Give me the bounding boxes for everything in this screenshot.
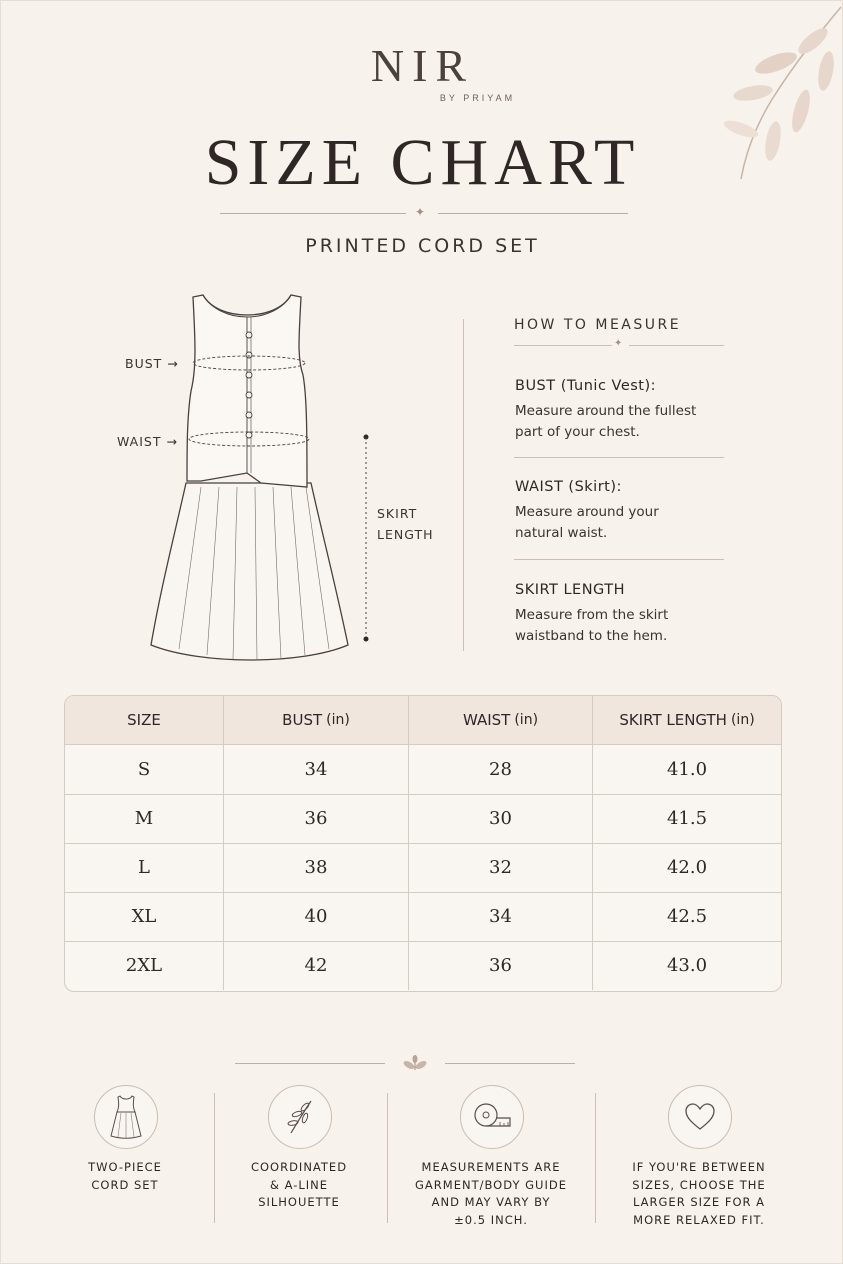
diamond-ornament-icon: ✦ [415, 205, 426, 219]
title-divider-right [438, 213, 628, 214]
size-cell: S [137, 759, 151, 780]
column-header-bust [223, 696, 408, 744]
measure-rule-right [629, 345, 724, 346]
table-row [65, 843, 781, 893]
measure-item-divider [514, 559, 724, 560]
feature-line: GARMENT/BODY GUIDE [415, 1177, 567, 1192]
waist-cell: 34 [408, 892, 592, 941]
feature-line: LARGER SIZE FOR A [632, 1195, 766, 1209]
waist-cell: 28 [408, 745, 592, 794]
skirt-length-diagram-label [377, 503, 434, 545]
waist-diagram-label [117, 434, 178, 449]
skirt-desc-line1: Measure from the skirt [515, 607, 669, 623]
bust-cell: 42 [223, 941, 408, 990]
feature-measurement-note [406, 1159, 576, 1229]
waist-desc-line1: Measure around your [515, 504, 659, 520]
feature-icon-badge [268, 1085, 332, 1149]
bust-desc-line1: Measure around the fullest [515, 403, 697, 419]
size-cell: 2XL [125, 955, 163, 976]
table-row [65, 745, 781, 795]
feature-coordinated [214, 1159, 384, 1212]
waist-cell: 30 [408, 794, 592, 843]
feature-line: TWO-PIECE [88, 1160, 162, 1174]
feature-line: CORD SET [91, 1177, 159, 1192]
feature-divider [595, 1093, 596, 1223]
measure-skirt-description [515, 605, 745, 647]
feature-icon-badge [668, 1085, 732, 1149]
header-label: WAIST [462, 711, 511, 729]
feature-line: COORDINATED [250, 1160, 348, 1174]
measuring-tape-icon [472, 1100, 512, 1134]
bust-diagram-label [125, 356, 179, 371]
column-header-skirt-length [592, 696, 781, 744]
skirt-length-cell: 41.0 [592, 745, 781, 794]
waist-cell: 36 [408, 941, 592, 990]
header-unit: (in) [326, 712, 350, 728]
column-header-waist [408, 696, 592, 744]
waist-qualifier: (Skirt): [568, 479, 622, 495]
measure-waist-heading [515, 479, 622, 495]
table-row [65, 794, 781, 844]
feature-icon-badge [94, 1085, 158, 1149]
waist-heading-text: WAIST [515, 479, 564, 495]
header-label: SIZE [127, 711, 161, 729]
feature-line: & A-LINE [269, 1177, 329, 1192]
product-subtitle: PRINTED CORD SET [305, 235, 540, 257]
diamond-ornament-icon: ✦ [614, 338, 623, 349]
column-header-size [65, 696, 223, 744]
skirt-length-cell: 42.0 [592, 843, 781, 892]
page-title: SIZE CHART [204, 126, 641, 199]
bust-qualifier: (Tunic Vest): [560, 378, 657, 394]
table-row [65, 941, 781, 990]
waist-cell: 32 [408, 843, 592, 892]
skirt-desc-line2: waistband to the hem. [515, 628, 668, 644]
feature-line: AND MAY VARY BY [431, 1195, 551, 1209]
bust-heading-text: BUST [515, 378, 556, 394]
measure-item-divider [514, 457, 724, 458]
skirt-label-line2: LENGTH [377, 527, 434, 542]
leaf-icon [283, 1097, 317, 1137]
measure-waist-description [515, 502, 745, 544]
size-cell: L [138, 857, 150, 878]
header-unit: (in) [730, 712, 755, 728]
how-to-measure-title: HOW TO MEASURE [514, 317, 682, 333]
skirt-length-cell: 42.5 [592, 892, 781, 941]
title-divider-left [220, 213, 406, 214]
skirt-length-cell: 43.0 [592, 941, 781, 990]
feature-fit-advice [614, 1159, 784, 1229]
bust-cell: 38 [223, 843, 408, 892]
feature-two-piece [40, 1159, 210, 1194]
section-divider [463, 319, 464, 651]
feature-divider [387, 1093, 388, 1223]
brand-logo: NIR [370, 40, 475, 91]
feature-line: MORE RELAXED FIT. [633, 1212, 765, 1227]
footer-divider-left [235, 1063, 385, 1064]
garment-diagram [141, 287, 371, 667]
bust-desc-line2: part of your chest. [515, 424, 640, 440]
size-cell: XL [131, 906, 157, 927]
feature-line: MEASUREMENTS ARE [421, 1160, 561, 1174]
skirt-heading-text: SKIRT LENGTH [515, 582, 626, 598]
measure-rule-left [514, 345, 612, 346]
arrow-right-icon: → [166, 434, 178, 449]
arrow-right-icon: → [167, 356, 179, 371]
feature-line: IF YOU'RE BETWEEN [632, 1160, 766, 1174]
waist-label-text: WAIST [117, 434, 162, 449]
heart-icon [683, 1102, 717, 1132]
bust-cell: 40 [223, 892, 408, 941]
skirt-label-line1: SKIRT [377, 506, 418, 521]
footer-divider-right [445, 1063, 575, 1064]
feature-line: SILHOUETTE [258, 1195, 340, 1209]
sprig-ornament-icon [395, 1054, 435, 1074]
feature-icon-badge [460, 1085, 524, 1149]
skirt-length-cell: 41.5 [592, 794, 781, 843]
waist-desc-line2: natural waist. [515, 525, 608, 541]
brand-subtitle: BY PRIYAM [439, 93, 516, 103]
header-unit: (in) [514, 712, 539, 728]
bust-label-text: BUST [125, 356, 163, 371]
table-header-row [65, 696, 781, 745]
measure-bust-description [515, 401, 745, 443]
bust-cell: 34 [223, 745, 408, 794]
header-label: SKIRT LENGTH [619, 711, 727, 729]
feature-line: ±0.5 INCH. [454, 1212, 528, 1227]
feature-line: SIZES, CHOOSE THE [632, 1177, 766, 1192]
size-cell: M [134, 808, 154, 829]
size-table [64, 695, 782, 992]
measure-skirt-heading [515, 582, 625, 598]
dress-icon [109, 1094, 143, 1140]
table-row [65, 892, 781, 942]
bust-cell: 36 [223, 794, 408, 843]
header-label: BUST [282, 711, 323, 729]
measure-bust-heading [515, 378, 656, 394]
